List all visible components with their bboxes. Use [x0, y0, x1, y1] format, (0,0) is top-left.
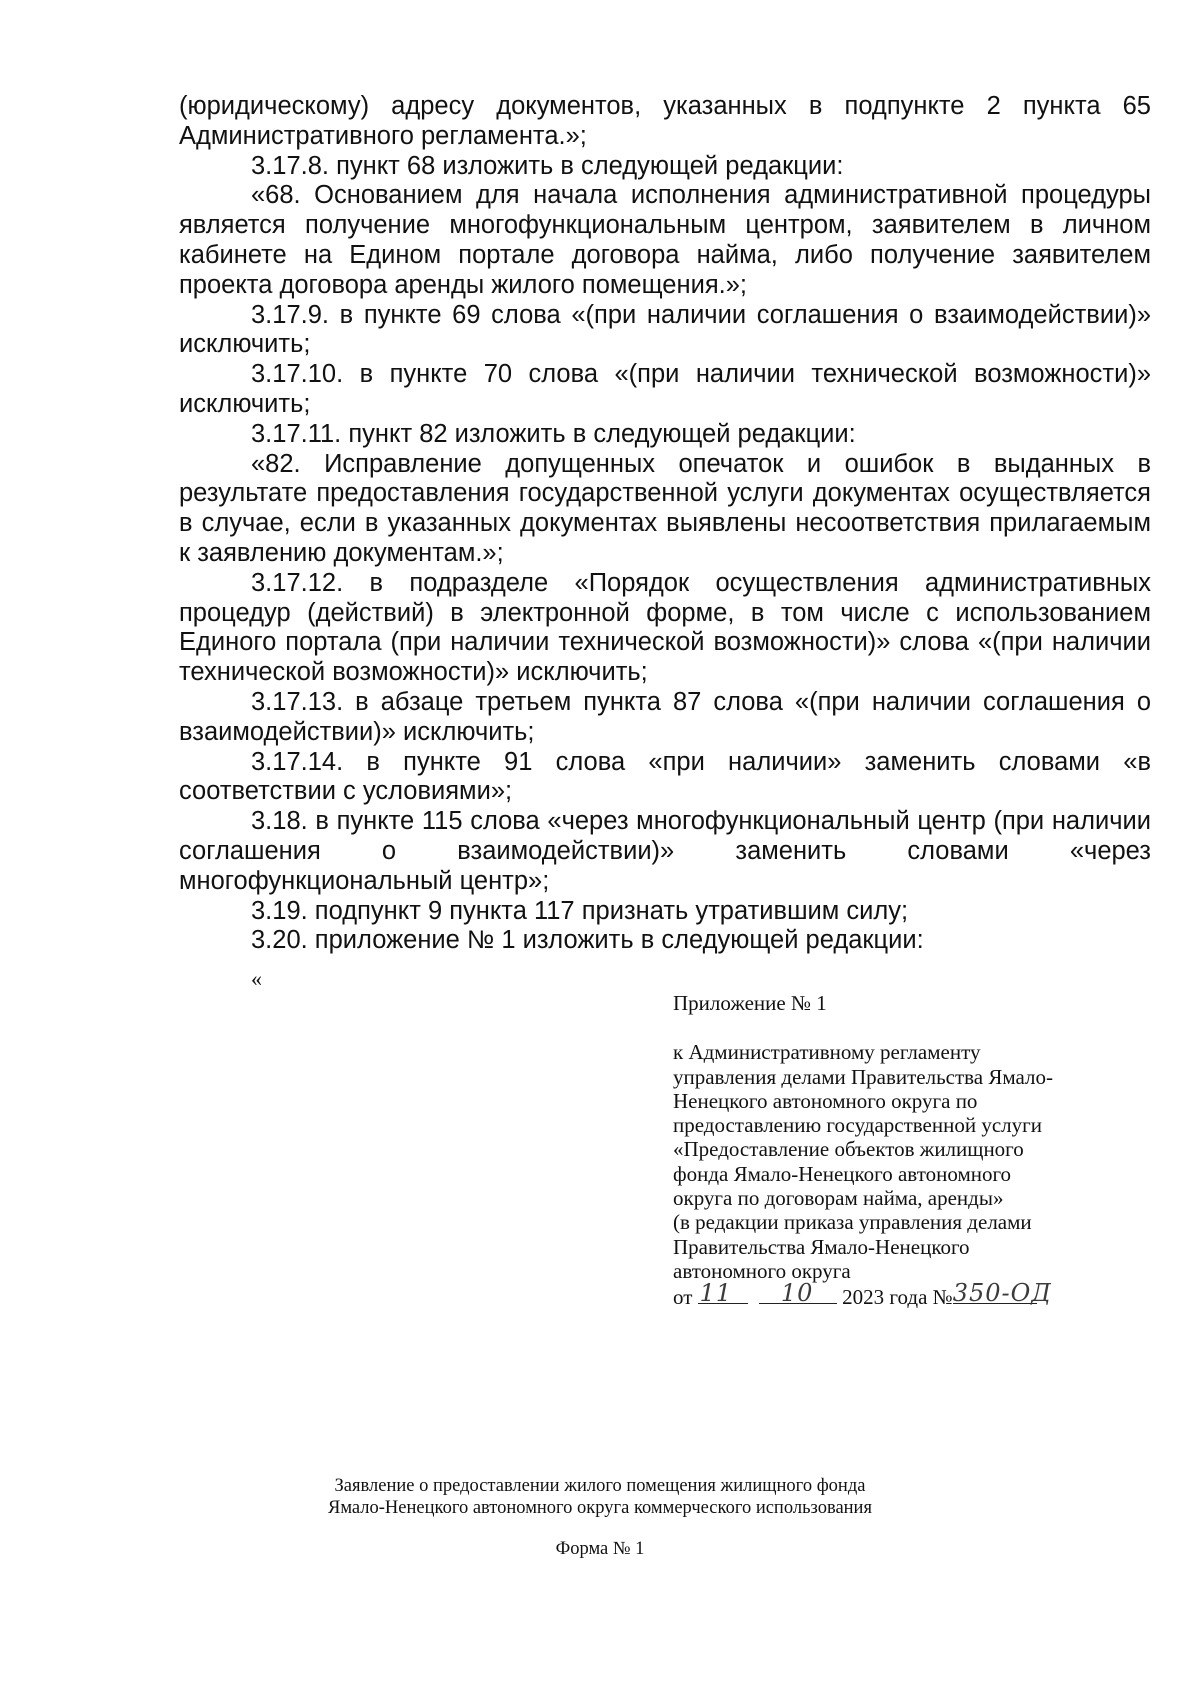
- paragraph-3-17-14: 3.17.14. в пункте 91 слова «при наличии» заменить словами «в соответствии с условиями»;: [179, 747, 1151, 806]
- appendix-line: к Административному регламенту: [673, 1040, 981, 1065]
- appendix-line: Ненецкого автономного округа по: [673, 1088, 978, 1113]
- appendix-line: «Предоставление объектов жилищного: [673, 1137, 1024, 1162]
- body-text: [179, 92, 1151, 956]
- month-blank: [759, 1278, 837, 1307]
- appendix-line: предоставлению государственной услуги: [673, 1113, 1042, 1138]
- paragraph-3-17-12: 3.17.12. в подразделе «Порядок осуществления административных процедур (действий) в электронной форме, в том числе с использованием Единого портала (при наличии технической возможности)» слова «(при наличии технической возможности)» исключить;: [179, 568, 1151, 687]
- appendix-line: округа по договорам найма, аренды»: [673, 1186, 1004, 1211]
- form-title-line: Заявление о предоставлении жилого помещения жилищного фонда: [334, 1476, 866, 1496]
- opening-quote-mark: «: [251, 966, 262, 991]
- handwritten-month: 10: [780, 1278, 814, 1307]
- handwritten-order-number: 350-ОД: [952, 1278, 1052, 1307]
- paragraph-address-end: (юридическому) адресу документов, указанных в подпункте 2 пункта 65 Административного регламента.»;: [179, 92, 1151, 150]
- paragraph-82-text: «82. Исправление допущенных опечаток и ошибок в выданных в результате предоставления государственной услуги документах осуществляется в случае, если в указанных документах выявлены несоответствия прилагаемым к заявлению документам.»;: [179, 449, 1151, 567]
- appendix-line: управления делами Правительства Ямало-: [673, 1064, 1053, 1089]
- paragraph-3-19: 3.19. подпункт 9 пункта 117 признать утратившим силу;: [251, 896, 909, 925]
- paragraph-3-17-8: 3.17.8. пункт 68 изложить в следующей редакции:: [251, 151, 844, 180]
- appendix-block: [673, 991, 1133, 1310]
- form-number-label: Форма № 1: [555, 1539, 645, 1559]
- number-blank: [952, 1278, 1052, 1307]
- appendix-line: фонда Ямало-Ненецкого автономного: [673, 1161, 1012, 1186]
- form-title-line: Ямало-Ненецкого автономного округа коммерческого использования: [328, 1498, 872, 1518]
- form-title: [300, 1475, 900, 1519]
- paragraph-3-17-9: 3.17.9. в пункте 69 слова «(при наличии соглашения о взаимодействии)» исключить;: [179, 300, 1151, 359]
- paragraph-3-20: 3.20. приложение № 1 изложить в следующей редакции:: [251, 926, 924, 955]
- order-date-number-line: [673, 1278, 1133, 1310]
- appendix-line: (в редакции приказа управления делами: [673, 1210, 1032, 1235]
- appendix-line: Правительства Ямало-Ненецкого: [673, 1234, 970, 1259]
- paragraph-3-18: 3.18. в пункте 115 слова «через многофункциональный центр (при наличии соглашения о взаимодействии)» заменить словами «через многофункциональный центр»;: [179, 807, 1151, 895]
- paragraph-3-17-13: 3.17.13. в абзаце третьем пункта 87 слова «(при наличии соглашения о взаимодействии)» исключить;: [179, 687, 1151, 746]
- day-blank: [698, 1278, 748, 1307]
- paragraph-3-17-10: 3.17.10. в пункте 70 слова «(при наличии технической возможности)» исключить;: [179, 360, 1151, 418]
- paragraph-68-text: «68. Основанием для начала исполнения административной процедуры является получение многофункциональным центром, заявителем в личном кабинете на Едином портале договора найма, либо получение заявителем проекта договора аренды жилого помещения.»;: [179, 181, 1151, 299]
- paragraph-3-17-11: 3.17.11. пункт 82 изложить в следующей редакции:: [251, 419, 856, 448]
- year-and-number-label: 2023 года №: [842, 1285, 953, 1310]
- appendix-title: Приложение № 1: [673, 991, 827, 1015]
- date-from-label: от: [673, 1285, 693, 1310]
- appendix-line: автономного округа: [673, 1258, 851, 1283]
- handwritten-day: 11: [699, 1278, 733, 1307]
